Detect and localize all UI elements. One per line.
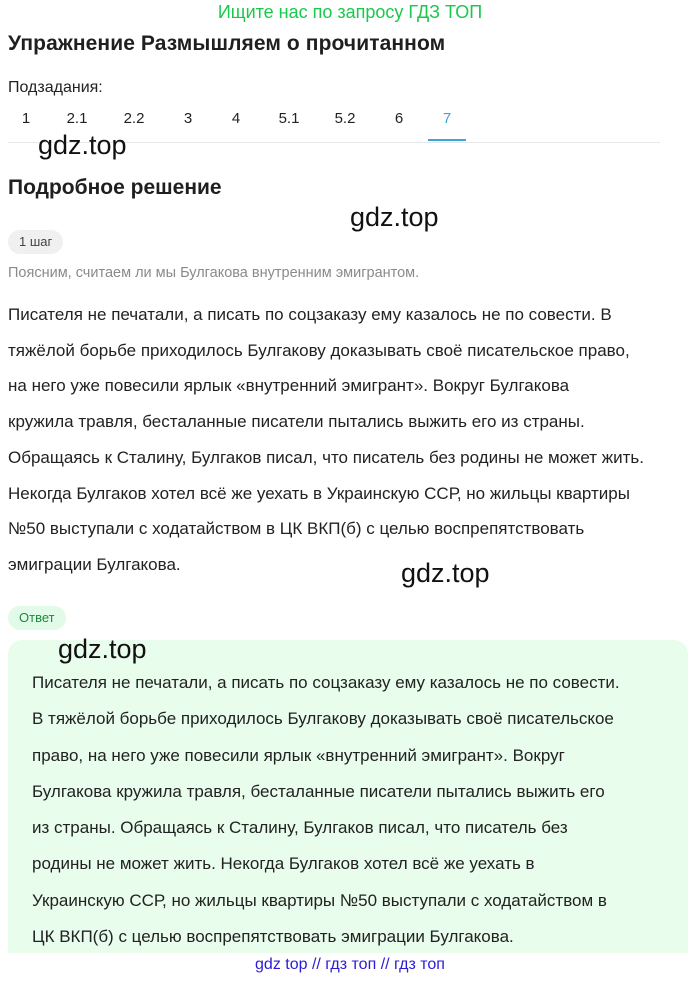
page-title: Упражнение Размышляем о прочитанном: [8, 32, 446, 55]
subtasks-label: Подзадания:: [8, 79, 103, 96]
text-line: Украинскую ССР, но жильцы квартиры №50 выступали с ходатайством в: [32, 890, 607, 910]
tab-5-1[interactable]: 5.1: [278, 110, 300, 127]
answer-text: [32, 665, 672, 955]
watermark: gdz.top: [401, 558, 490, 588]
text-line: №50 выступали с ходатайством в ЦК ВКП(б) с целью воспрепятствовать: [8, 519, 585, 539]
text-line: Писателя не печатали, а писать по соцзаказу ему казалось не по совести. В: [8, 305, 612, 324]
step-badge: 1 шаг: [8, 230, 63, 254]
text-line: кружила травля, бесталанные писатели пытались выжить его из страны.: [8, 412, 585, 432]
text-line: из страны. Обращаясь к Сталину, Булгаков писал, что писатель без: [32, 818, 568, 838]
tab-7[interactable]: 7: [427, 110, 467, 140]
solution-title: Подробное решение: [8, 176, 222, 199]
watermark: gdz.top: [58, 634, 147, 664]
footer-links[interactable]: gdz top // гдз топ // гдз топ: [255, 956, 445, 973]
text-line: родины не может жить. Некогда Булгаков хотел всё же уехать в: [32, 854, 535, 874]
text-line: Писателя не печатали, а писать по соцзаказу ему казалось не по совести.: [32, 673, 620, 692]
tab-4[interactable]: 4: [231, 110, 241, 127]
text-line: эмиграции Булгакова.: [8, 554, 181, 574]
tab-1[interactable]: 1: [21, 110, 31, 127]
tab-6[interactable]: 6: [394, 110, 404, 127]
step-hint: Поясним, считаем ли мы Булгакова внутренним эмигрантом.: [8, 265, 420, 281]
answer-badge: Ответ: [8, 606, 66, 630]
text-line: Обращаясь к Сталину, Булгаков писал, что писатель без родины не может жить.: [8, 447, 644, 467]
promo-banner[interactable]: Ищите нас по запросу ГДЗ ТОП: [217, 2, 483, 22]
text-line: на него уже повесили ярлык «внутренний эмигрант». Вокруг Булгакова: [8, 376, 570, 396]
text-line: тяжёлой борьбе приходилось Булгакову доказывать своё писательское право,: [8, 340, 630, 360]
tab-5-2[interactable]: 5.2: [334, 110, 356, 127]
solution-text: [8, 297, 688, 583]
text-line: В тяжёлой борьбе приходилось Булгакову доказывать своё писательское: [32, 709, 614, 729]
watermark: gdz.top: [38, 130, 127, 160]
text-line: Некогда Булгаков хотел всё же уехать в Украинскую ССР, но жильцы квартиры: [8, 483, 630, 503]
text-line: Булгакова кружила травля, бесталанные писатели пытались выжить его: [32, 781, 605, 801]
text-line: ЦК ВКП(б) с целью воспрепятствовать эмиграции Булгакова.: [32, 927, 514, 947]
text-line: право, на него уже повесили ярлык «внутренний эмигрант». Вокруг: [32, 745, 565, 765]
tab-3[interactable]: 3: [183, 110, 193, 127]
watermark: gdz.top: [350, 202, 439, 232]
tab-2-2[interactable]: 2.2: [123, 110, 145, 127]
tab-2-1[interactable]: 2.1: [66, 110, 88, 127]
